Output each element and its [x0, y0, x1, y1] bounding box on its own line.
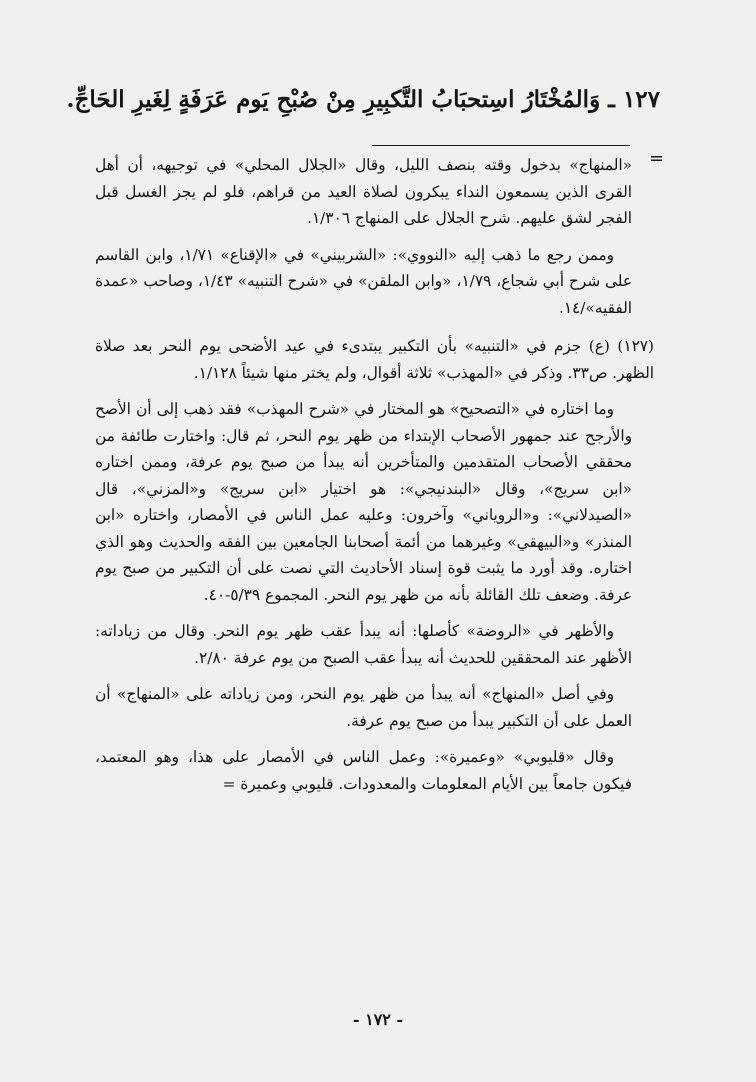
footnotes-body [95, 152, 654, 807]
footnote-127: (١٢٧) (ع) جزم في «التنبيه» بأن التكبير يبتدىء في عيد الأضحى يوم النحر بعد صلاة الظهر. ص٣٣. وذكر في «المهذب» ثلاثة أقوال، ولم يختر منها شيئاً ١/١٢٨. [95, 337, 654, 382]
footnote-paragraph: وما اختاره في «التصحيح» هو المختار في «شرح المهذب» فقد ذهب إلى أن الأصح والأرجح عند جمهور الأصحاب الإبتداء من ظهر يوم النحر، ثم قال: واختارت طائفة من محققي الأصحاب المتقدمين والمتأخرين أنه يبدأ من صبح يوم عرفة، وممن اختاره «ابن سريج»، وقال «البندنيجي»: هو اختيار «ابن سريج» و«المزني»، قال «الصيدلاني»: و«الروياني» وآخرون: وعليه عمل الناس في الأمصار، واختاره «ابن المنذر» و«البيهقي» وغيرهما من أئمة أصحابنا الجامعين بين الفقه والحديث وهو الذي اختاره. وقد أورد ما يثبت قوة إسناد الأحاديث التي نصت على أن التكبير من صبح يوم عرفة. وضعف تلك القائلة بأنه من ظهر يوم النحر. المجموع ٥/٣٩-٤٠. [95, 400, 632, 604]
footnote-paragraph: وقال «قليوبي» «وعميرة»: وعمل الناس في الأمصار على هذا، وهو المعتمد، فيكون جامعاً بين الأيام المعلومات والمعدودات. قليوبي وعميرة = [95, 748, 632, 793]
footnote-paragraph: «المنهاج» بدخول وقته بنصف الليل، وقال «الجلال المحلي» في توجيهه، أن أهل القرى الذين يسمعون النداء يبكرون لصلاة العيد من قراهم، فلو لم يجز الغسل قبل الفجر لشق عليهم. شرح الجلال على المنهاج ١/٣٠٦. [95, 156, 632, 227]
footnote-paragraph: وفي أصل «المنهاج» أنه يبدأ من ظهر يوم النحر، ومن زياداته على «المنهاج» أن العمل على أن التكبير يبدأ من صبح يوم عرفة. [95, 685, 632, 730]
continuation-mark: = [649, 148, 665, 169]
footnote-separator-line [372, 145, 630, 146]
footnote-paragraph: والأظهر في «الروضة» كأصلها: أنه يبدأ عقب ظهر يوم النحر. وقال من زياداته: الأظهر عند المحققين للحديث أنه يبدأ عقب الصبح من يوم عرفة ٢/٨٠. [95, 622, 632, 667]
footnote-paragraph: وممن رجع ما ذهب إليه «النووي»: «الشربيني» في «الإقناع» ١/٧١، وابن القاسم على شرح أبي شجاع، ١/٧٩، «وابن الملقن» في «شرح التنبيه» ١/٤٣، وصاحب «عمدة الفقيه»/١٤. [95, 245, 632, 317]
page-number: - ١٧٢ - [352, 1010, 404, 1029]
section-heading: ١٢٧ ـ وَالمُخْتَارُ اسِتحبَابُ التَّكبِيرِ مِنْ صُبْحِ يَوم عَرَفَةٍ لِغَيرِ الحَاجِّ. [66, 86, 660, 113]
